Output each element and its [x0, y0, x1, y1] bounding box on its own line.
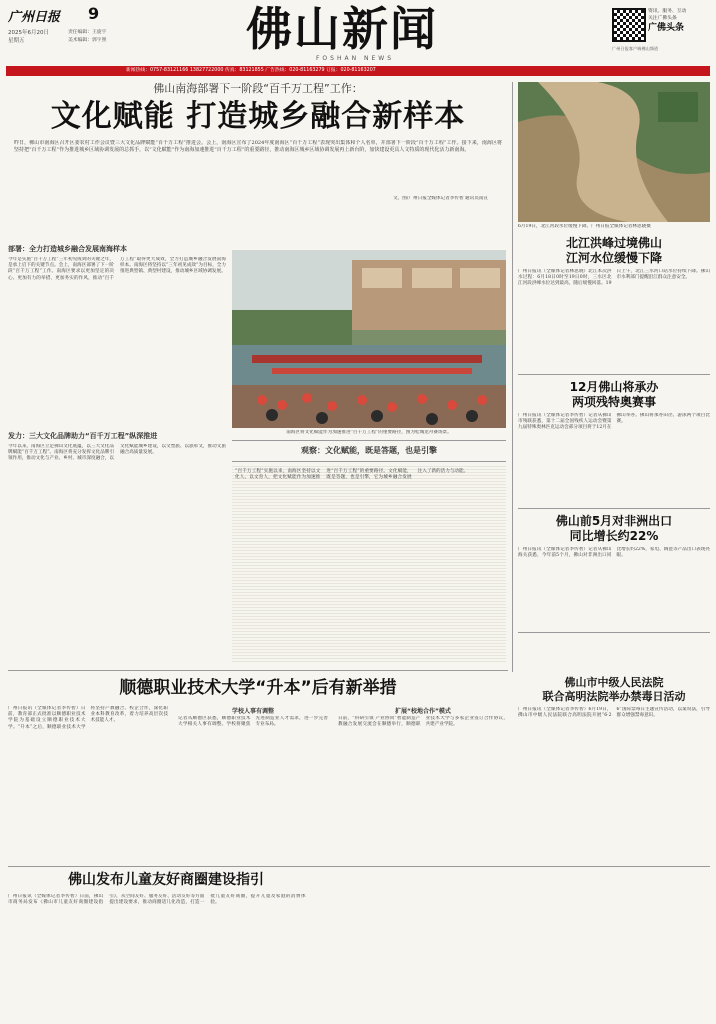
article-2-headline: 顺德职业技术大学“升本”后有新举措 — [119, 678, 397, 698]
lead-kicker: 佛山南海部署下一阶段“百千万工程”工作： — [153, 82, 363, 95]
story-4-body: 广州日报讯（全媒体记者李传智）6月19日，佛山市中级人民法院联合高明法院开展“6·26”国际禁毒日主题宣传活动，以案说法，引导群众增强禁毒意识。 — [518, 707, 710, 719]
issue-weekday: 星期五 — [8, 38, 25, 44]
observe-title: 观察：文化赋能，既是答题，也是引擎 — [301, 446, 437, 455]
lead-section-1 — [8, 244, 226, 664]
sidebar-rule-3 — [518, 632, 710, 633]
story-3-title-1: 佛山前5月对非洲出口 — [555, 514, 673, 528]
masthead-left — [8, 6, 128, 66]
article-2 — [8, 676, 508, 730]
promo-line-2: 关注广佛头条 — [648, 16, 677, 21]
lead-photo — [232, 250, 506, 428]
promo-line-1: 资讯、服务、互动 — [648, 9, 687, 14]
hotline-text: 新闻热线：0757-83121166 13827722000 传真：83121855 广告热线：020-81163279 订报：020-81163207 — [126, 68, 376, 73]
page-number: 9 — [88, 4, 100, 23]
sidebar-story-2 — [518, 380, 710, 495]
article-2-body-3: 日前，“科研引领 产业协同”智能制造产教融合发展交流会在顺德举行，顺德职业技术大学与多家企业签订合作协议，共建产业学院。 — [338, 716, 508, 728]
story-4-title-1: 佛山市中级人民法院 — [564, 676, 664, 689]
newspaper-logo: 广州日报 — [8, 10, 61, 25]
designer-credit: 美术编辑：郭宇照 — [68, 38, 107, 43]
lead-headline: 文化赋能 打造城乡融合新样本 — [50, 99, 466, 134]
article-2-body: 广州日报讯（全媒体记者李传智）日前，教育部正式批准以顺德职业技术学院为基础设立顺德职业技术大学。“升本”之后，顺德职业技术大学将坚持产教融合、校企合作，深化职业本科教育改革，着力培养高层次技术技能人才。 — [8, 706, 168, 730]
section-title: 佛山新闻 — [246, 2, 438, 56]
story-2-body: 广州日报讯（全媒体记者李传智）记者从佛山市残联获悉，第十二届全国残疾人运动会暨第九届特殊奥林匹克运动会部分项目将于12月在佛山举办。佛山将承办田径、游泳两个项目比赛。 — [518, 413, 710, 431]
article-2-top-rule — [8, 670, 508, 671]
promo-block — [648, 8, 712, 34]
lead-summary: 昨日，佛山市南海区召开区委农村工作会议暨三大文化品牌赋能“百千万工程”推进会。会上，南海区宣布了2024年度南海区“百千万工程”表现突出集体和个人名单，并部署下一阶段“百千万工程”工作。接下来，南海区将坚持把“百千万工程”作为推进城乡区域协调发展的总抓手，以“文化赋能”作为南海加速推进“百千万工程”的重要路径，推动南海区城乡区域协调发展再上新台阶，加快建设更具人文特质的现代化活力新南海。 — [14, 140, 502, 153]
section-subtitle: FOSHAN NEWS — [315, 55, 394, 62]
lead-byline: 文、图/广州日报全媒体记者李传智 通讯员南宣 — [393, 196, 488, 201]
article-3-top-rule — [8, 866, 710, 867]
sidebar-photo — [518, 82, 710, 222]
sidebar-story-4 — [518, 676, 710, 837]
article-3-headline: 佛山发布儿童友好商圈建设指引 — [68, 872, 264, 888]
sidebar-story-3 — [518, 514, 710, 619]
qr-caption: 广州日报客户端佛山频道 — [612, 46, 659, 51]
story-1-title-1: 北江洪峰过境佛山 — [565, 236, 662, 250]
article-3 — [8, 870, 508, 1014]
section-1-body: 今年是实施“百千万工程”三年初见成效的关键之年，是承上启下的关键节点。会上，南海区部署了下一阶段“百千万工程”工作。南海区要求以更加坚定的决心、更加有力的举措、更加务实的作风，推动“百千万工程”取得更大成效，全力打造城乡融合发展南海样本。南海区将坚持以“三年初见成效”为目标，全力推进典型镇、典型村建设，推动城乡区域协调发展。 — [8, 257, 226, 281]
article-3-body: 广州日报讯（全媒体记者李传智）日前，佛山市商务局发布《佛山市儿童友好商圈建设指引》，从空间友好、服务友好、活动友好等方面提出建设要求，推动商圈适儿化改造，打造一批儿童友好商圈，提升儿童及家庭的消费体验。 — [8, 894, 306, 906]
story-2-title-2: 两项残特奥赛事 — [571, 395, 656, 409]
story-3-body: 广州日报讯（全媒体记者李传智）记者从佛山海关获悉，今年前5个月，佛山对非洲出口同比增长约22%，家电、陶瓷等产品出口表现亮眼。 — [518, 547, 710, 559]
section-2-body: 今年以来，南海区立足佛山文化底蕴，以三大文化品牌赋能“百千万工程”。南海区将充分发挥文化品牌引领作用，推动文化与产业、乡村、城市深度融合，以文化赋能城乡建设，以文塑旅、以旅彰文，推动文旅融合高质量发展。 — [8, 444, 226, 462]
hotline-bar — [6, 66, 710, 76]
story-1-body: 广州日报讯（全媒体记者林思晓）北江本次洪水过程：6月18日0时至19日0时，三水区北江河段洪峰水位达到最高，随后缓慢回落。19日上午，北江三水河口站水位持续下降。佛山市水利部门提醒沿江群众注意安全。 — [518, 269, 710, 287]
section-2-title: 发力：三大文化品牌助力“百千万工程”纵深推进 — [8, 432, 158, 440]
story-3-title-2: 同比增长约22% — [569, 529, 659, 543]
dragon-boat-scene-icon — [232, 250, 506, 428]
sidebar-rule-2 — [518, 508, 710, 509]
editor-credit: 责任编辑：王旋宇 — [68, 30, 107, 35]
sidebar-divider — [512, 82, 513, 672]
article-2-body-2: 记者从顺德区获悉，顺德职业技术大学相关人事有调整。学校将聚焦先进制造业人才需求，进一步完善专业布局。 — [178, 716, 328, 728]
story-4-title-2: 联合高明法院举办禁毒日活动 — [542, 690, 686, 703]
article-2-sub-1: 学校人事有调整 — [231, 708, 274, 715]
article-2-sub-2: 扩展“校地合作”模式 — [395, 708, 451, 715]
sidebar-photo-caption: 6月19日，北江河段水位缓慢下降。广州日报全媒体记者林思晓摄 — [518, 224, 651, 229]
promo-brand: 广佛头条 — [648, 23, 685, 33]
sidebar-story-1 — [518, 236, 710, 361]
qr-code-icon — [612, 8, 646, 42]
lead-story — [8, 82, 508, 204]
section-1-title: 部署：全力打造城乡融合发展南海样本 — [8, 245, 127, 253]
observe-body: “百千万工程”实施以来，南海区坚持以文化人、以文育人，把文化赋能作为加速推进“百千万工程”的重要路径。文化赋能，既是答题，也是引擎，它为城乡融合发展注入了新的活力与动能。 — [232, 466, 506, 662]
story-2-title-1: 12月佛山将承办 — [569, 380, 659, 394]
issue-date: 2025年6月20日 — [8, 30, 49, 36]
lead-photo-caption: 南海区将文化赋能作为加速推进“百千万工程”的重要路径，图为桂城龙舟赛场景。 — [286, 430, 452, 435]
river-aerial-icon — [518, 82, 710, 222]
observe-banner — [232, 440, 506, 462]
sidebar-rule-1 — [518, 374, 710, 375]
story-1-title-2: 江河水位缓慢下降 — [565, 251, 662, 265]
